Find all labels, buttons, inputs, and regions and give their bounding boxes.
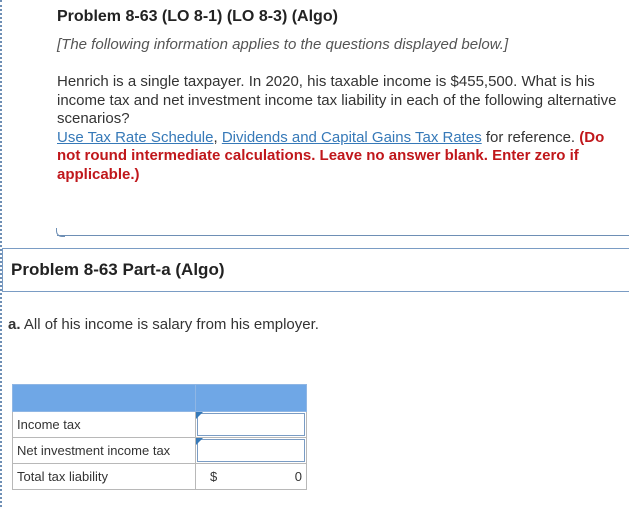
intro-divider (57, 235, 629, 236)
input-flag-icon (196, 412, 203, 419)
question-letter: a. (8, 316, 21, 333)
problem-title: Problem 8-63 (LO 8-1) (LO 8-3) (Algo) (57, 8, 338, 25)
net-investment-income-tax-cell (196, 438, 307, 464)
problem-text (57, 73, 617, 184)
income-tax-cell (196, 412, 307, 438)
row-label-total-tax-liability: Total tax liability (13, 464, 196, 490)
table-row (13, 438, 307, 464)
table-header-row (13, 385, 307, 412)
answer-table (12, 384, 307, 490)
table-row (13, 464, 307, 490)
input-flag-icon (196, 438, 203, 445)
net-investment-income-tax-input[interactable] (197, 439, 305, 462)
problem-intro (57, 8, 617, 184)
header-cell-value (196, 385, 307, 412)
row-label-net-investment-income-tax: Net investment income tax (13, 438, 196, 464)
income-tax-input[interactable] (197, 413, 305, 436)
link-separator: , (213, 128, 222, 146)
warning-text: (Do not round intermediate calculations. Leave no answer blank. Enter zero if applicable.) (57, 128, 605, 183)
currency-symbol: $ (210, 469, 218, 484)
tax-rate-schedule-link[interactable]: Use Tax Rate Schedule (57, 128, 214, 146)
question-text (8, 316, 319, 333)
after-links-text: for reference. (481, 128, 576, 146)
problem-paragraph: Henrich is a single taxpayer. In 2020, his taxable income is $455,500. What is his income tax and net investment income tax liability in each of the following alternative scenarios? (57, 73, 617, 127)
header-cell-label (13, 385, 196, 412)
row-label-income-tax: Income tax (13, 412, 196, 438)
question-body: All of his income is salary from his employer. (20, 316, 319, 333)
total-tax-liability-cell (196, 464, 307, 490)
table-row (13, 412, 307, 438)
instructions-note: [The following information applies to the questions displayed below.] (57, 36, 509, 53)
part-title: Problem 8-63 Part-a (Algo) (11, 260, 225, 279)
part-header (2, 248, 629, 292)
total-tax-liability-value: 0 (294, 469, 302, 484)
dividends-capital-gains-link[interactable]: Dividends and Capital Gains Tax Rates (221, 128, 482, 146)
